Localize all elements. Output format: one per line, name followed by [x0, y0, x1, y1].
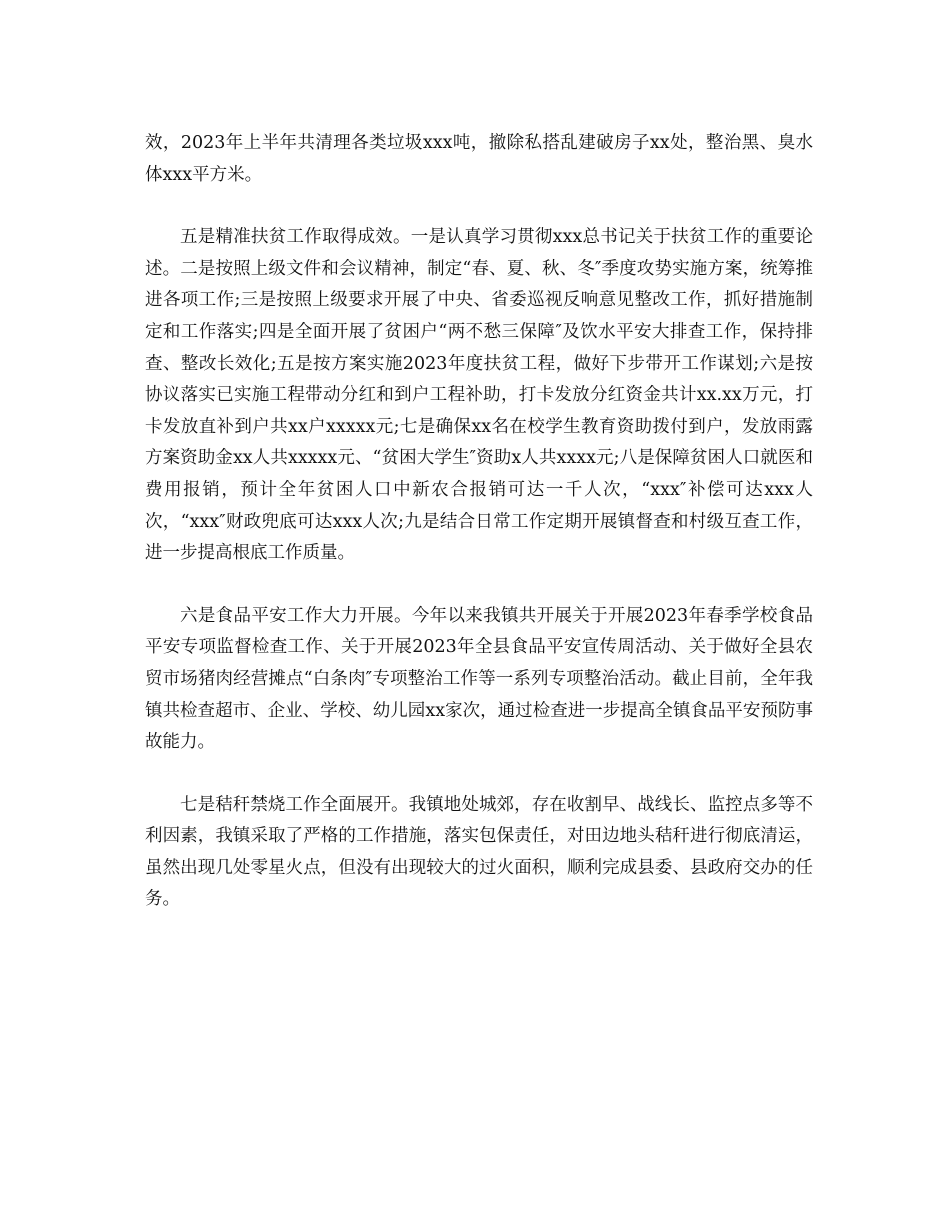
paragraph-sanitation-continued: 效，2023年上半年共清理各类垃圾xxx吨，撤除私搭乱建破房子xx处，整治黑、臭水体xxx平方米。 — [145, 133, 813, 185]
paragraph-gap — [145, 759, 813, 790]
paragraph-food-safety: 六是食品平安工作大力开展。今年以来我镇共开展关于开展2023年春季学校食品平安专项监督检查工作、关于开展2023年全县食品平安宣传周活动、关于做好全县农贸市场猪肉经营摊点“白条肉″专项整治工作等一系列专项整治活动。截止目前，全年我镇共检查超市、企业、学校、幼儿园xx家次，通过检查进一步提高全镇食品平安预防事故能力。 — [145, 605, 813, 753]
paragraph-gap — [145, 570, 813, 601]
paragraph-straw-burning-ban: 七是秸秆禁烧工作全面展开。我镇地处城郊，存在收割早、战线长、监控点多等不利因素，我镇采取了严格的工作措施，落实包保责任，对田边地头秸秆进行彻底清运，虽然出现几处零星火点，但没有出现较大的过火面积，顺利完成县委、县政府交办的任务。 — [145, 794, 813, 910]
paragraph-gap — [145, 191, 813, 222]
paragraph-poverty-alleviation: 五是精准扶贫工作取得成效。一是认真学习贯彻xxx总书记关于扶贫工作的重要论述。二是按照上级文件和会议精神，制定“春、夏、秋、冬″季度攻势实施方案，统筹推进各项工作;三是按照上级要求开展了中央、省委巡视反响意见整改工作，抓好措施制定和工作落实;四是全面开展了贫困户“两不愁三保障″及饮水平安大排查工作，保持排查、整改长效化;五是按方案实施2023年度扶贫工程，做好下步带开工作谋划;六是按协议落实已实施工程带动分红和到户工程补助，打卡发放分红资金共计xx.xx万元，打卡发放直补到户共xx户xxxxx元;七是确保xx名在校学生教育资助拨付到户，发放雨露方案资助金xx人共xxxxx元、“贫困大学生″资助x人共xxxx元;八是保障贫困人口就医和费用报销，预计全年贫困人口中新农合报销可达一千人次，“xxx″补偿可达xxx人次，“xxx″财政兜底可达xxx人次;九是结合日常工作定期开展镇督查和村级互查工作，进一步提高根底工作质量。 — [145, 227, 813, 564]
document-body — [145, 128, 813, 916]
